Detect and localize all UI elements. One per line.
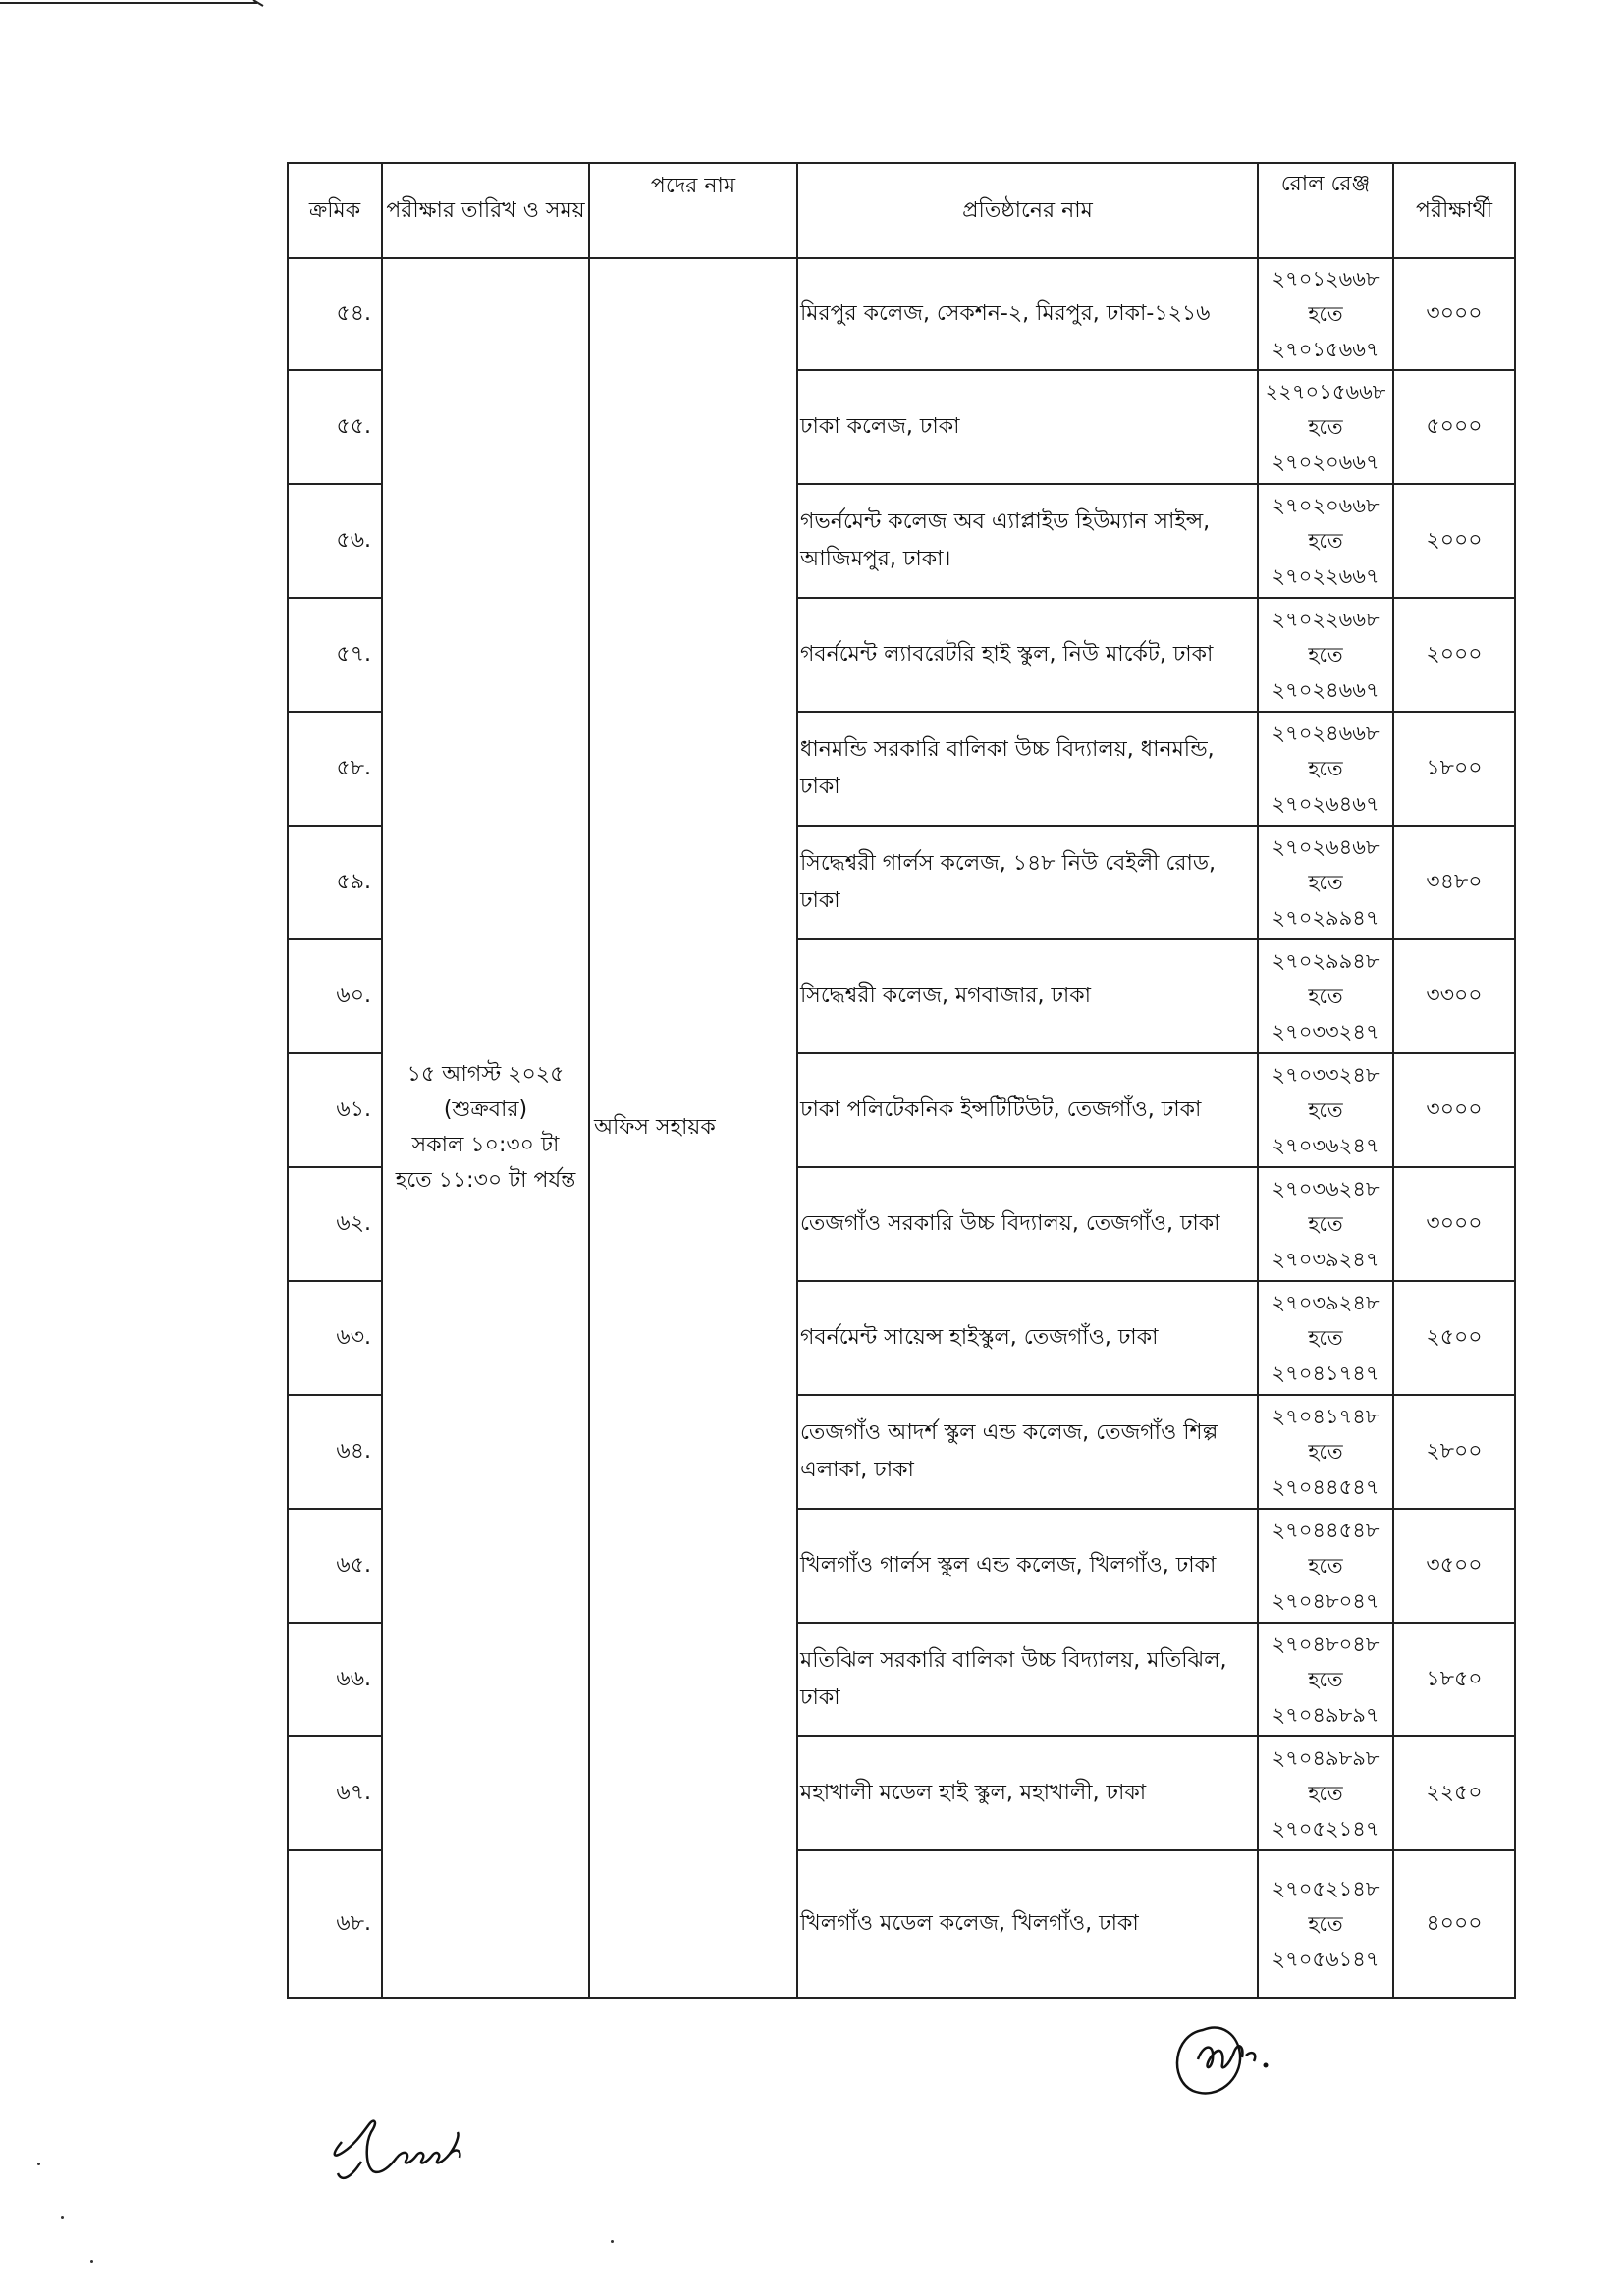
roll-to: ২৭০২৪৬৬৭ (1272, 678, 1380, 702)
institution-cell: ঢাকা পলিটেকনিক ইন্সটিটিউট, তেজগাঁও, ঢাকা (797, 1053, 1258, 1167)
serial-cell: ৫৫. (288, 370, 382, 484)
exam-date-line4: হতে ১১:৩০ টা পর্যন্ত (395, 1168, 576, 1193)
roll-range-cell (1258, 1053, 1393, 1167)
roll-range-cell (1258, 1281, 1393, 1395)
signature-right (1164, 2010, 1291, 2099)
corner-mark (0, 0, 265, 8)
roll-from: ২৭০৪৯৮৯৮ (1272, 1746, 1380, 1770)
examinees-cell: ২০০০ (1393, 484, 1515, 598)
examinees-cell: ২২৫০ (1393, 1736, 1515, 1850)
serial-cell: ৫৮. (288, 712, 382, 826)
institution-cell: সিদ্ধেশ্বরী কলেজ, মগবাজার, ঢাকা (797, 939, 1258, 1053)
serial-cell: ৬১. (288, 1053, 382, 1167)
examinees-cell: ১৮০০ (1393, 712, 1515, 826)
institution-cell: খিলগাঁও গার্লস স্কুল এন্ড কলেজ, খিলগাঁও, ঢাকা (797, 1509, 1258, 1623)
institution-cell: গবর্নমেন্ট সায়েন্স হাইস্কুল, তেজগাঁও, ঢাকা (797, 1281, 1258, 1395)
institution-cell: খিলগাঁও মডেল কলেজ, খিলগাঁও, ঢাকা (797, 1850, 1258, 1998)
roll-connector: হতে (1308, 871, 1343, 894)
roll-connector: হতে (1308, 1212, 1343, 1236)
examinees-cell: ৩০০০ (1393, 258, 1515, 370)
roll-from: ২৭০২৪৬৬৮ (1272, 721, 1380, 745)
roll-from: ২৭০১২৬৬৮ (1272, 267, 1380, 291)
institution-cell: তেজগাঁও আদর্শ স্কুল এন্ড কলেজ, তেজগাঁও শিল্প এলাকা, ঢাকা (797, 1395, 1258, 1509)
roll-to: ২৭০৩৯২৪৭ (1272, 1248, 1380, 1271)
examinees-cell: ২৮০০ (1393, 1395, 1515, 1509)
roll-connector: হতে (1308, 1554, 1343, 1577)
roll-connector: হতে (1308, 1440, 1343, 1464)
roll-range-cell (1258, 258, 1393, 370)
exam-date-line3: সকাল ১০:৩০ টা (411, 1133, 560, 1157)
serial-cell: ৬২. (288, 1167, 382, 1281)
examinees-cell: ৩৫০০ (1393, 1509, 1515, 1623)
header-roll-range: রোল রেঞ্জ (1258, 163, 1393, 258)
exam-venue-table (287, 162, 1516, 1999)
scan-speck (90, 2260, 93, 2263)
institution-cell: সিদ্ধেশ্বরী গার্লস কলেজ, ১৪৮ নিউ বেইলী রোড, ঢাকা (797, 826, 1258, 939)
exam-date-line1: ১৫ আগস্ট ২০২৫ (406, 1062, 565, 1087)
serial-cell: ৫৭. (288, 598, 382, 712)
roll-to: ২৭০১৫৬৬৭ (1272, 338, 1380, 361)
roll-to: ২৭০২০৬৬৭ (1272, 451, 1380, 474)
roll-range-cell (1258, 712, 1393, 826)
roll-from: ২৭০২২৬৬৮ (1272, 608, 1380, 631)
roll-to: ২৭০৪৯৮৯৭ (1272, 1703, 1380, 1727)
header-examinees: পরীক্ষার্থী (1393, 163, 1515, 258)
roll-connector: হতে (1308, 302, 1343, 326)
examinees-cell: ২০০০ (1393, 598, 1515, 712)
roll-from: ২৭০৪১৭৪৮ (1272, 1405, 1380, 1428)
serial-cell: ৫৬. (288, 484, 382, 598)
roll-range-cell (1258, 484, 1393, 598)
serial-cell: ৬০. (288, 939, 382, 1053)
header-institution-name: প্রতিষ্ঠানের নাম (797, 163, 1258, 258)
table-row (288, 258, 1515, 370)
roll-range-cell (1258, 1167, 1393, 1281)
examinees-cell: ৩০০০ (1393, 1053, 1515, 1167)
roll-from: ২৭০৩৯২৪৮ (1272, 1291, 1380, 1314)
signature-left (322, 2103, 509, 2191)
roll-to: ২৭০৩৬২৪৭ (1272, 1134, 1380, 1157)
roll-to: ২৭০৪৪৫৪৭ (1272, 1475, 1380, 1499)
institution-cell: ঢাকা কলেজ, ঢাকা (797, 370, 1258, 484)
serial-cell: ৫৪. (288, 258, 382, 370)
roll-connector: হতে (1308, 529, 1343, 553)
roll-connector: হতে (1308, 415, 1343, 439)
roll-from: ২৭০৪৪৫৪৮ (1272, 1519, 1380, 1542)
scan-speck (61, 2216, 64, 2219)
roll-from: ২৭০৪৮০৪৮ (1272, 1632, 1380, 1656)
roll-to: ২৭০৫২১৪৭ (1272, 1817, 1380, 1841)
roll-connector: হতে (1308, 643, 1343, 667)
serial-cell: ৬৬. (288, 1623, 382, 1736)
roll-from: ২৭০৩৬২৪৮ (1272, 1177, 1380, 1201)
roll-from: ২৭০৩৩২৪৮ (1272, 1063, 1380, 1087)
examinees-cell: ৫০০০ (1393, 370, 1515, 484)
header-exam-date-time: পরীক্ষার তারিখ ও সময় (382, 163, 589, 258)
header-serial: ক্রমিক (288, 163, 382, 258)
roll-to: ২৭০৪৮০৪৭ (1272, 1589, 1380, 1613)
roll-to: ২৭০৫৬১৪৭ (1272, 1948, 1380, 1971)
table-body (288, 258, 1515, 1998)
serial-cell: ৬৩. (288, 1281, 382, 1395)
roll-connector: হতে (1308, 757, 1343, 780)
roll-range-cell (1258, 939, 1393, 1053)
roll-range-cell (1258, 1623, 1393, 1736)
examinees-cell: ৩৪৮০ (1393, 826, 1515, 939)
institution-cell: মহাখালী মডেল হাই স্কুল, মহাখালী, ঢাকা (797, 1736, 1258, 1850)
serial-cell: ৫৯. (288, 826, 382, 939)
serial-cell: ৬৮. (288, 1850, 382, 1998)
examinees-cell: ১৮৫০ (1393, 1623, 1515, 1736)
examinees-cell: ৩৩০০ (1393, 939, 1515, 1053)
roll-connector: হতে (1308, 1912, 1343, 1936)
roll-range-cell (1258, 598, 1393, 712)
roll-to: ২৭০২৯৯৪৭ (1272, 906, 1380, 930)
roll-from: ২৭০২৬৪৬৮ (1272, 835, 1380, 859)
institution-cell: মতিঝিল সরকারি বালিকা উচ্চ বিদ্যালয়, মতিঝিল, ঢাকা (797, 1623, 1258, 1736)
roll-connector: হতে (1308, 1098, 1343, 1122)
post-name-cell: অফিস সহায়ক (589, 258, 797, 1998)
roll-to: ২৭০২৬৪৬৭ (1272, 792, 1380, 816)
examinees-cell: ৪০০০ (1393, 1850, 1515, 1998)
scan-speck (37, 2163, 40, 2165)
examinees-cell: ৩০০০ (1393, 1167, 1515, 1281)
serial-cell: ৬৭. (288, 1736, 382, 1850)
institution-cell: গভর্নমেন্ট কলেজ অব এ্যাপ্লাইড হিউম্যান সাইন্স, আজিমপুর, ঢাকা। (797, 484, 1258, 598)
examinees-cell: ২৫০০ (1393, 1281, 1515, 1395)
roll-range-cell (1258, 1850, 1393, 1998)
serial-cell: ৬৪. (288, 1395, 382, 1509)
roll-to: ২৭০৩৩২৪৭ (1272, 1020, 1380, 1043)
serial-cell: ৬৫. (288, 1509, 382, 1623)
roll-range-cell (1258, 1509, 1393, 1623)
exam-date-line2: (শুক্রবার) (443, 1097, 528, 1122)
institution-cell: মিরপুর কলেজ, সেকশন-২, মিরপুর, ঢাকা-১২১৬ (797, 258, 1258, 370)
roll-range-cell (1258, 1395, 1393, 1509)
exam-date-cell (382, 258, 589, 1998)
roll-range-cell (1258, 826, 1393, 939)
roll-range-cell (1258, 370, 1393, 484)
roll-to: ২৭০৪১৭৪৭ (1272, 1362, 1380, 1385)
institution-cell: তেজগাঁও সরকারি উচ্চ বিদ্যালয়, তেজগাঁও, ঢাকা (797, 1167, 1258, 1281)
roll-to: ২৭০২২৬৬৭ (1272, 564, 1380, 588)
roll-from: ২২৭০১৫৬৬৮ (1265, 380, 1386, 403)
roll-connector: হতে (1308, 1782, 1343, 1805)
institution-cell: গবর্নমেন্ট ল্যাবরেটরি হাই স্কুল, নিউ মার্কেট, ঢাকা (797, 598, 1258, 712)
roll-from: ২৭০৫২১৪৮ (1272, 1877, 1380, 1900)
roll-connector: হতে (1308, 1326, 1343, 1350)
roll-from: ২৭০২৯৯৪৮ (1272, 949, 1380, 973)
roll-connector: হতে (1308, 1668, 1343, 1691)
roll-connector: হতে (1308, 985, 1343, 1008)
scan-speck (611, 2240, 614, 2243)
header-post-name: পদের নাম (589, 163, 797, 258)
institution-cell: ধানমন্ডি সরকারি বালিকা উচ্চ বিদ্যালয়, ধানমন্ডি, ঢাকা (797, 712, 1258, 826)
roll-range-cell (1258, 1736, 1393, 1850)
table-header-row (288, 163, 1515, 258)
roll-from: ২৭০২০৬৬৮ (1272, 494, 1380, 517)
